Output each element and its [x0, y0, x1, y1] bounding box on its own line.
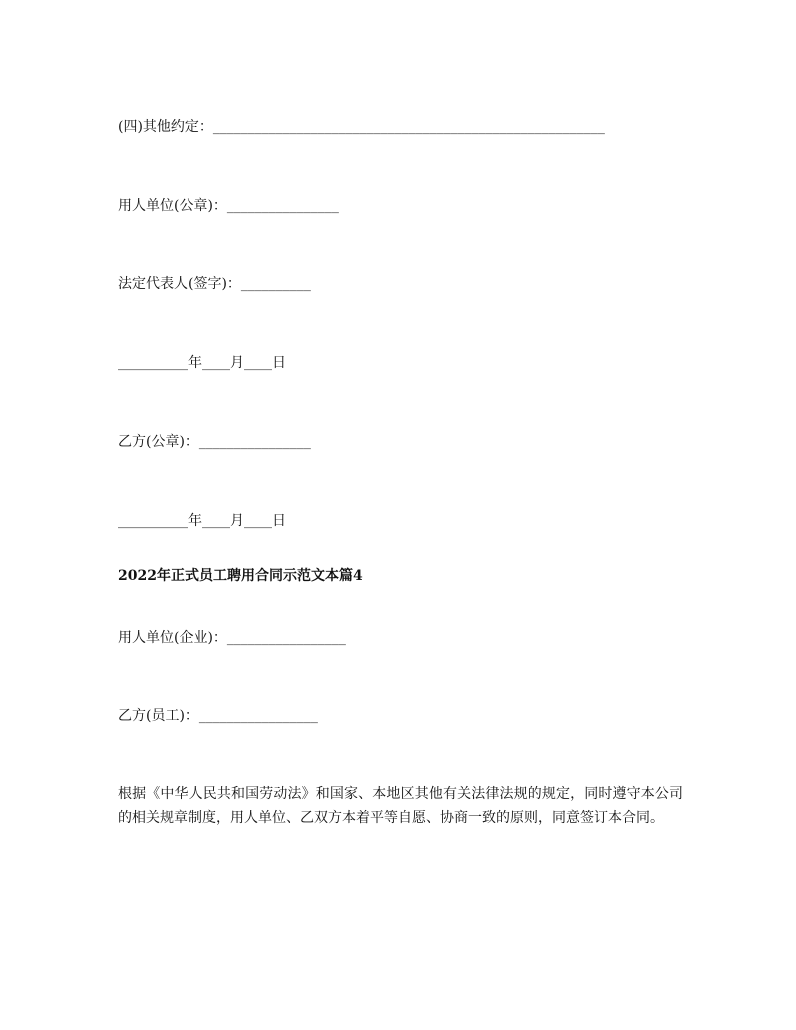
date-line: __________年____月____日	[118, 355, 286, 371]
section-heading: 2022年正式员工聘用合同示范文本篇4	[118, 568, 363, 584]
other-agreements-line: (四)其他约定：________________________________________________________	[118, 119, 605, 135]
contract-intro-paragraph: 根据《中华人民共和国劳动法》和国家、本地区其他有关法律法规的规定，同时遵守本公司的相关规章制度，用人单位、乙双方本着平等自愿、协商一致的原则，同意签订本合同。	[118, 786, 683, 826]
employer-enterprise-line: 用人单位(企业)：_________________	[118, 630, 346, 646]
party-b-employee-line: 乙方(员工)：_________________	[118, 708, 318, 724]
party-b-seal-line: 乙方(公章)：________________	[118, 434, 311, 450]
legal-representative-signature-line: 法定代表人(签字)：__________	[118, 276, 311, 292]
employer-seal-line: 用人单位(公章)：________________	[118, 198, 339, 214]
date-line: __________年____月____日	[118, 513, 286, 529]
